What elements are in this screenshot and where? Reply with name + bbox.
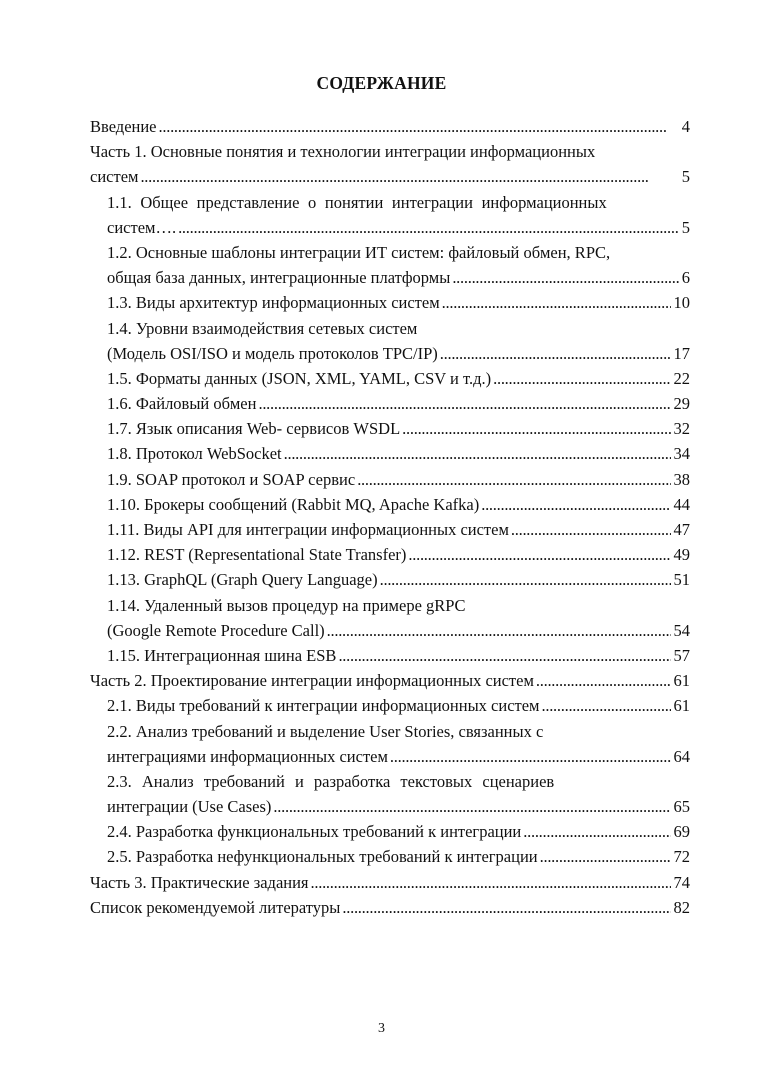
toc-entry-part2[interactable] <box>90 668 690 693</box>
dot-leader <box>159 114 679 139</box>
dot-leader <box>390 744 671 769</box>
toc-entry-s1-1-line1[interactable] <box>90 190 690 215</box>
toc-page-number: 74 <box>673 872 690 892</box>
toc-entry-part3[interactable] <box>90 870 690 895</box>
dot-leader <box>511 517 671 542</box>
toc-entry-text: Часть 1. Основные понятия и технологии интеграции информационных <box>90 142 596 162</box>
dot-leader <box>408 542 670 567</box>
toc-page-number: 17 <box>673 343 690 363</box>
toc-page-number: 29 <box>673 394 690 414</box>
dot-leader <box>536 668 671 693</box>
toc-entry-text: 1.9. SOAP протокол и SOAP сервис <box>107 469 356 489</box>
toc-entry-refs[interactable] <box>90 895 690 920</box>
toc-entry-text: 1.15. Интеграционная шина ESB <box>107 645 337 665</box>
toc-entry-s1-14-line2[interactable] <box>90 618 690 643</box>
toc-entry-s1-2-line2[interactable] <box>90 265 690 290</box>
toc-entry-s1-3[interactable] <box>90 290 690 315</box>
toc-entry-text: (Google Remote Procedure Call) <box>107 620 325 640</box>
toc-entry-text: 1.6. Файловый обмен <box>107 394 257 414</box>
toc-entry-s1-11[interactable] <box>90 517 690 542</box>
toc-entry-text: 1.8. Протокол WebSocket <box>107 444 282 464</box>
toc-entry-s1-7[interactable] <box>90 416 690 441</box>
toc-entry-text: 2.5. Разработка нефункциональных требований к интеграции <box>107 847 538 867</box>
toc-entry-s1-5[interactable] <box>90 366 690 391</box>
toc-entry-s1-4-line2[interactable] <box>90 341 690 366</box>
toc-title: СОДЕРЖАНИЕ <box>316 73 447 93</box>
toc-entry-text: систем…. <box>107 217 177 237</box>
toc-page-number: 4 <box>681 117 690 136</box>
dot-leader <box>258 391 670 416</box>
toc-entry-text: 1.7. Язык описания Web- сервисов WSDL <box>107 419 401 439</box>
toc-entry-part1-line1[interactable] <box>90 139 690 164</box>
toc-entry-s1-9[interactable] <box>90 467 690 492</box>
toc-page-number: 64 <box>673 746 690 766</box>
dot-leader <box>493 366 670 391</box>
toc-entry-s1-6[interactable] <box>90 391 690 416</box>
toc-entry-text: 1.13. GraphQL (Graph Query Language) <box>107 570 378 590</box>
toc-entry-text: Часть 2. Проектирование интеграции информационных систем <box>90 671 534 691</box>
toc-entry-text: интеграции (Use Cases) <box>107 797 272 817</box>
toc-entry-text: 1.10. Брокеры сообщений (Rabbit MQ, Apache Kafka) <box>107 494 480 514</box>
dot-leader <box>342 895 670 920</box>
dot-leader <box>481 492 670 517</box>
toc-page-number: 5 <box>681 217 690 237</box>
toc-page-number: 34 <box>673 444 690 464</box>
toc-entry-s1-2-line1[interactable] <box>90 240 690 265</box>
toc-entry-text: 1.4. Уровни взаимодействия сетевых систем <box>107 318 418 338</box>
toc-page-number: 38 <box>673 469 690 489</box>
toc-entry-text: 1.3. Виды архитектур информационных систем <box>107 293 440 313</box>
dot-leader <box>311 870 671 895</box>
toc-entry-text: 2.3. Анализ требований и разработка текстовых сценариев <box>107 771 555 791</box>
toc-entry-s2-3-line1[interactable] <box>90 769 690 794</box>
dot-leader <box>442 290 671 315</box>
toc-entry-text: 1.1. Общее представление о понятии интеграции информационных <box>107 192 607 212</box>
toc-page-number: 47 <box>673 520 690 539</box>
toc-page-number: 22 <box>673 368 690 388</box>
toc-entry-s2-4[interactable] <box>90 819 690 844</box>
toc-entry-text: Список рекомендуемой литературы <box>90 897 341 917</box>
toc-entry-s1-8[interactable] <box>90 441 690 466</box>
toc-page-number: 82 <box>673 897 690 917</box>
toc-page-number: 44 <box>673 494 690 514</box>
toc-entry-s1-1-line2[interactable] <box>90 215 690 240</box>
toc-entry-s2-3-line2[interactable] <box>90 794 690 819</box>
toc-page-number: 5 <box>681 167 690 187</box>
toc-page-number: 32 <box>673 419 690 439</box>
toc-entry-text: 2.4. Разработка функциональных требований к интеграции <box>107 822 522 842</box>
toc-page-number: 61 <box>673 696 690 716</box>
dot-leader <box>402 416 670 441</box>
toc-entry-s2-2-line2[interactable] <box>90 744 690 769</box>
toc-entry-text: интеграциями информационных систем <box>107 746 388 766</box>
toc-entry-text: 1.2. Основные шаблоны интеграции ИТ систем: файловый обмен, RPC, <box>107 242 611 262</box>
toc-entry-s1-12[interactable] <box>90 542 690 567</box>
toc-entry-text: 1.11. Виды API для интеграции информационных систем <box>107 520 509 539</box>
toc-entry-s2-5[interactable] <box>90 844 690 869</box>
toc-page-number: 57 <box>673 645 690 665</box>
dot-leader <box>338 643 670 668</box>
dot-leader <box>357 467 670 492</box>
toc-page-number: 10 <box>673 293 690 313</box>
dot-leader <box>440 341 671 366</box>
toc-entry-s1-10[interactable] <box>90 492 690 517</box>
toc-entry-text: (Модель OSI/ISO и модель протоколов TPC/IP) <box>107 343 438 363</box>
toc-page-number: 69 <box>673 822 690 842</box>
dot-leader <box>327 618 671 643</box>
toc-page-number: 51 <box>673 570 690 590</box>
toc-page-number: 72 <box>673 847 690 867</box>
toc-entry-s1-14-line1[interactable] <box>90 593 690 618</box>
dot-leader <box>523 819 670 844</box>
toc-page-number: 49 <box>673 545 690 565</box>
toc-entry-part1-line2[interactable] <box>90 164 690 189</box>
page-number: 3 <box>378 1021 385 1036</box>
toc-page-number: 61 <box>673 671 690 691</box>
toc-entry-text: 2.1. Виды требований к интеграции информационных систем <box>107 696 540 716</box>
toc-entry-s1-4-line1[interactable] <box>90 316 690 341</box>
dot-leader <box>178 215 679 240</box>
dot-leader <box>140 164 678 189</box>
toc-entry-intro[interactable] <box>90 114 690 139</box>
toc-page-number: 54 <box>673 620 690 640</box>
dot-leader <box>540 844 671 869</box>
dot-leader <box>273 794 670 819</box>
toc-entry-text: систем <box>90 167 139 187</box>
toc-entry-s2-2-line1[interactable] <box>90 719 690 744</box>
toc-entry-text: 1.5. Форматы данных (JSON, XML, YAML, CSV и т.д.) <box>107 368 492 388</box>
toc-entry-text: 1.14. Удаленный вызов процедур на примере gRPC <box>107 595 466 615</box>
toc-entry-s1-15[interactable] <box>90 643 690 668</box>
dot-leader <box>380 567 671 592</box>
toc-page-number: 6 <box>681 268 690 288</box>
table-of-contents <box>90 114 690 920</box>
dot-leader <box>284 441 671 466</box>
toc-entry-text: Часть 3. Практические задания <box>90 872 309 892</box>
toc-page-number: 65 <box>673 797 690 817</box>
toc-entry-text: 1.12. REST (Representational State Transfer) <box>107 545 407 565</box>
dot-leader <box>542 693 671 718</box>
toc-entry-text: общая база данных, интеграционные платформы <box>107 268 451 288</box>
toc-entry-text: 2.2. Анализ требований и выделение User Stories, связанных с <box>107 721 544 741</box>
toc-entry-s2-1[interactable] <box>90 693 690 718</box>
toc-entry-text: Введение <box>90 117 157 136</box>
toc-entry-s1-13[interactable] <box>90 567 690 592</box>
dot-leader <box>452 265 678 290</box>
